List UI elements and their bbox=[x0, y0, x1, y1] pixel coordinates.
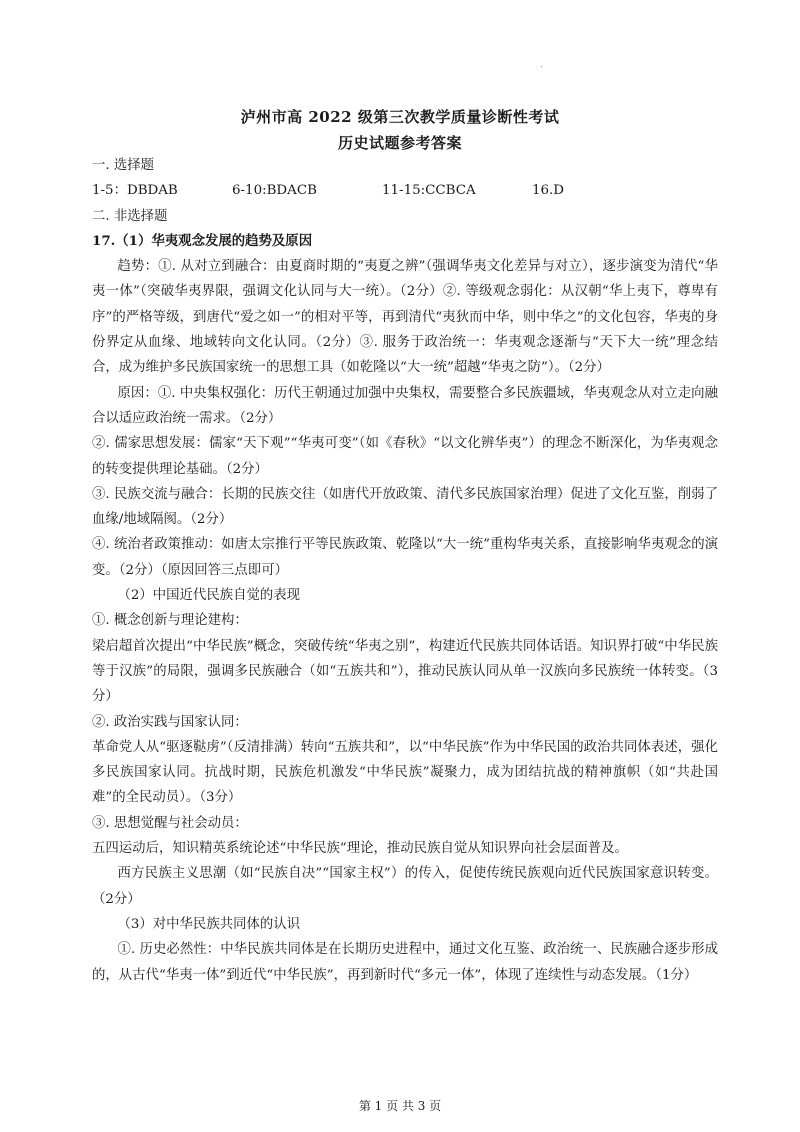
reason-paragraph-1: 原因：①. 中央集权强化：历代王朝通过加强中央集权，需要整合多民族疆域，华夷观念从对立走向融合以适应政治统一需求。（2分） bbox=[92, 385, 718, 426]
mcq-answer-1-5: 1-5：DBDAB bbox=[92, 183, 178, 199]
page-footer: 第 1 页 共 3 页 bbox=[358, 1099, 442, 1113]
part2-point1-heading: ①. 概念创新与理论建构： bbox=[92, 613, 248, 629]
scan-speck bbox=[541, 66, 542, 67]
part2-point2-heading: ②. 政治实践与国家认同： bbox=[92, 714, 248, 730]
mcq-answer-11-15: 11-15:CCBCA bbox=[382, 183, 476, 199]
part2-point3-text-b: 西方民族主义思潮（如“民族自决”“国家主权”）的传入，促使传统民族观向近代民族国家意识转变。（2分） bbox=[92, 866, 718, 907]
section-choice-heading: 一. 选择题 bbox=[92, 158, 155, 173]
q17-part2-heading: （2）中国近代民族自觉的表现 bbox=[117, 588, 301, 604]
q17-part1-heading: 17.（1）华夷观念发展的趋势及原因 bbox=[92, 232, 313, 249]
part2-point3-heading: ③. 思想觉醒与社会动员： bbox=[92, 815, 248, 831]
reason-paragraph-4: ④. 统治者政策推动：如唐太宗推行平等民族政策、乾隆以“大一统”重构华夷关系，直接影响华夷观念的演变。（2分）（原因回答三点即可） bbox=[92, 537, 718, 578]
part2-point3-text-a: 五四运动后，知识精英系统论述“中华民族”理论，推动民族自觉从知识界向社会层面普及。 bbox=[92, 841, 628, 857]
mcq-answers bbox=[92, 178, 718, 203]
section-nonchoice-heading: 二. 非选择题 bbox=[92, 208, 168, 224]
reason-paragraph-2: ②. 儒家思想发展：儒家“天下观”“华夷可变”（如《春秋》“以文化辨华夷”）的理念不断深化，为华夷观念的转变提供理论基础。（2分） bbox=[92, 436, 718, 477]
mcq-answer-6-10: 6-10:BDACB bbox=[232, 183, 317, 199]
part3-point1-text: ①. 历史必然性：中华民族共同体是在长期历史进程中，通过文化互鉴、政治统一、民族融合逐步形成的，从古代“华夷一体”到近代“中华民族”，再到新时代“多元一体”，体现了连续性与动态发展。（1分） bbox=[92, 942, 718, 983]
reason-paragraph-3: ③. 民族交流与融合：长期的民族交往（如唐代开放政策、清代多民族国家治理）促进了文化互鉴，削弱了血缘/地域隔阂。（2分） bbox=[92, 486, 718, 528]
answer-key-title: 历史试题参考答案 bbox=[337, 134, 462, 152]
part2-point1-text: 梁启超首次提出“中华民族”概念，突破传统“华夷之别”，构建近代民族共同体话语。知识界打破“中华民族等于汉族”的局限，强调多民族融合（如“五族共和”），推动民族认同从单一汉族向多民族统一体转变。（3分） bbox=[92, 638, 718, 705]
mcq-answer-16: 16.D bbox=[532, 183, 565, 199]
part2-point2-text: 革命党人从“驱逐鞑虏”（反清排满）转向“五族共和”，以“中华民族”作为中华民国的政治共同体表述，强化多民族国家认同。抗战时期，民族危机激发“中华民族”凝聚力，成为团结抗战的精神旗帜（如“共赴国难”的全民动员）。（3分） bbox=[92, 739, 718, 806]
answer-body bbox=[92, 153, 718, 988]
exam-title: 泸州市高 2022 级第三次教学质量诊断性考试 bbox=[240, 108, 560, 126]
trend-paragraph: 趋势：①. 从对立到融合：由夏商时期的“夷夏之辨”（强调华夷文化差异与对立），逐步演变为清代“华夷一体”（突破华夷界限，强调文化认同与大一统）。（2分）②. 等级观念弱化：从汉朝“华上夷下，尊卑有序”的严格等级，到唐代“爱之如一”的相对平等，再到清代“夷狄而中华，则中华之”的文化包容，华夷的身份界定从血缘、地域转向文化认同。（2分）③. 服务于政治统一：华夷观念逐渐与“天下大一统”理念结合，成为维护多民族国家统一的思想工具（如乾隆以“大一统”超越“华夷之防”）。（2分） bbox=[92, 259, 718, 376]
q17-part3-heading: （3）对中华民族共同体的认识 bbox=[117, 916, 301, 932]
